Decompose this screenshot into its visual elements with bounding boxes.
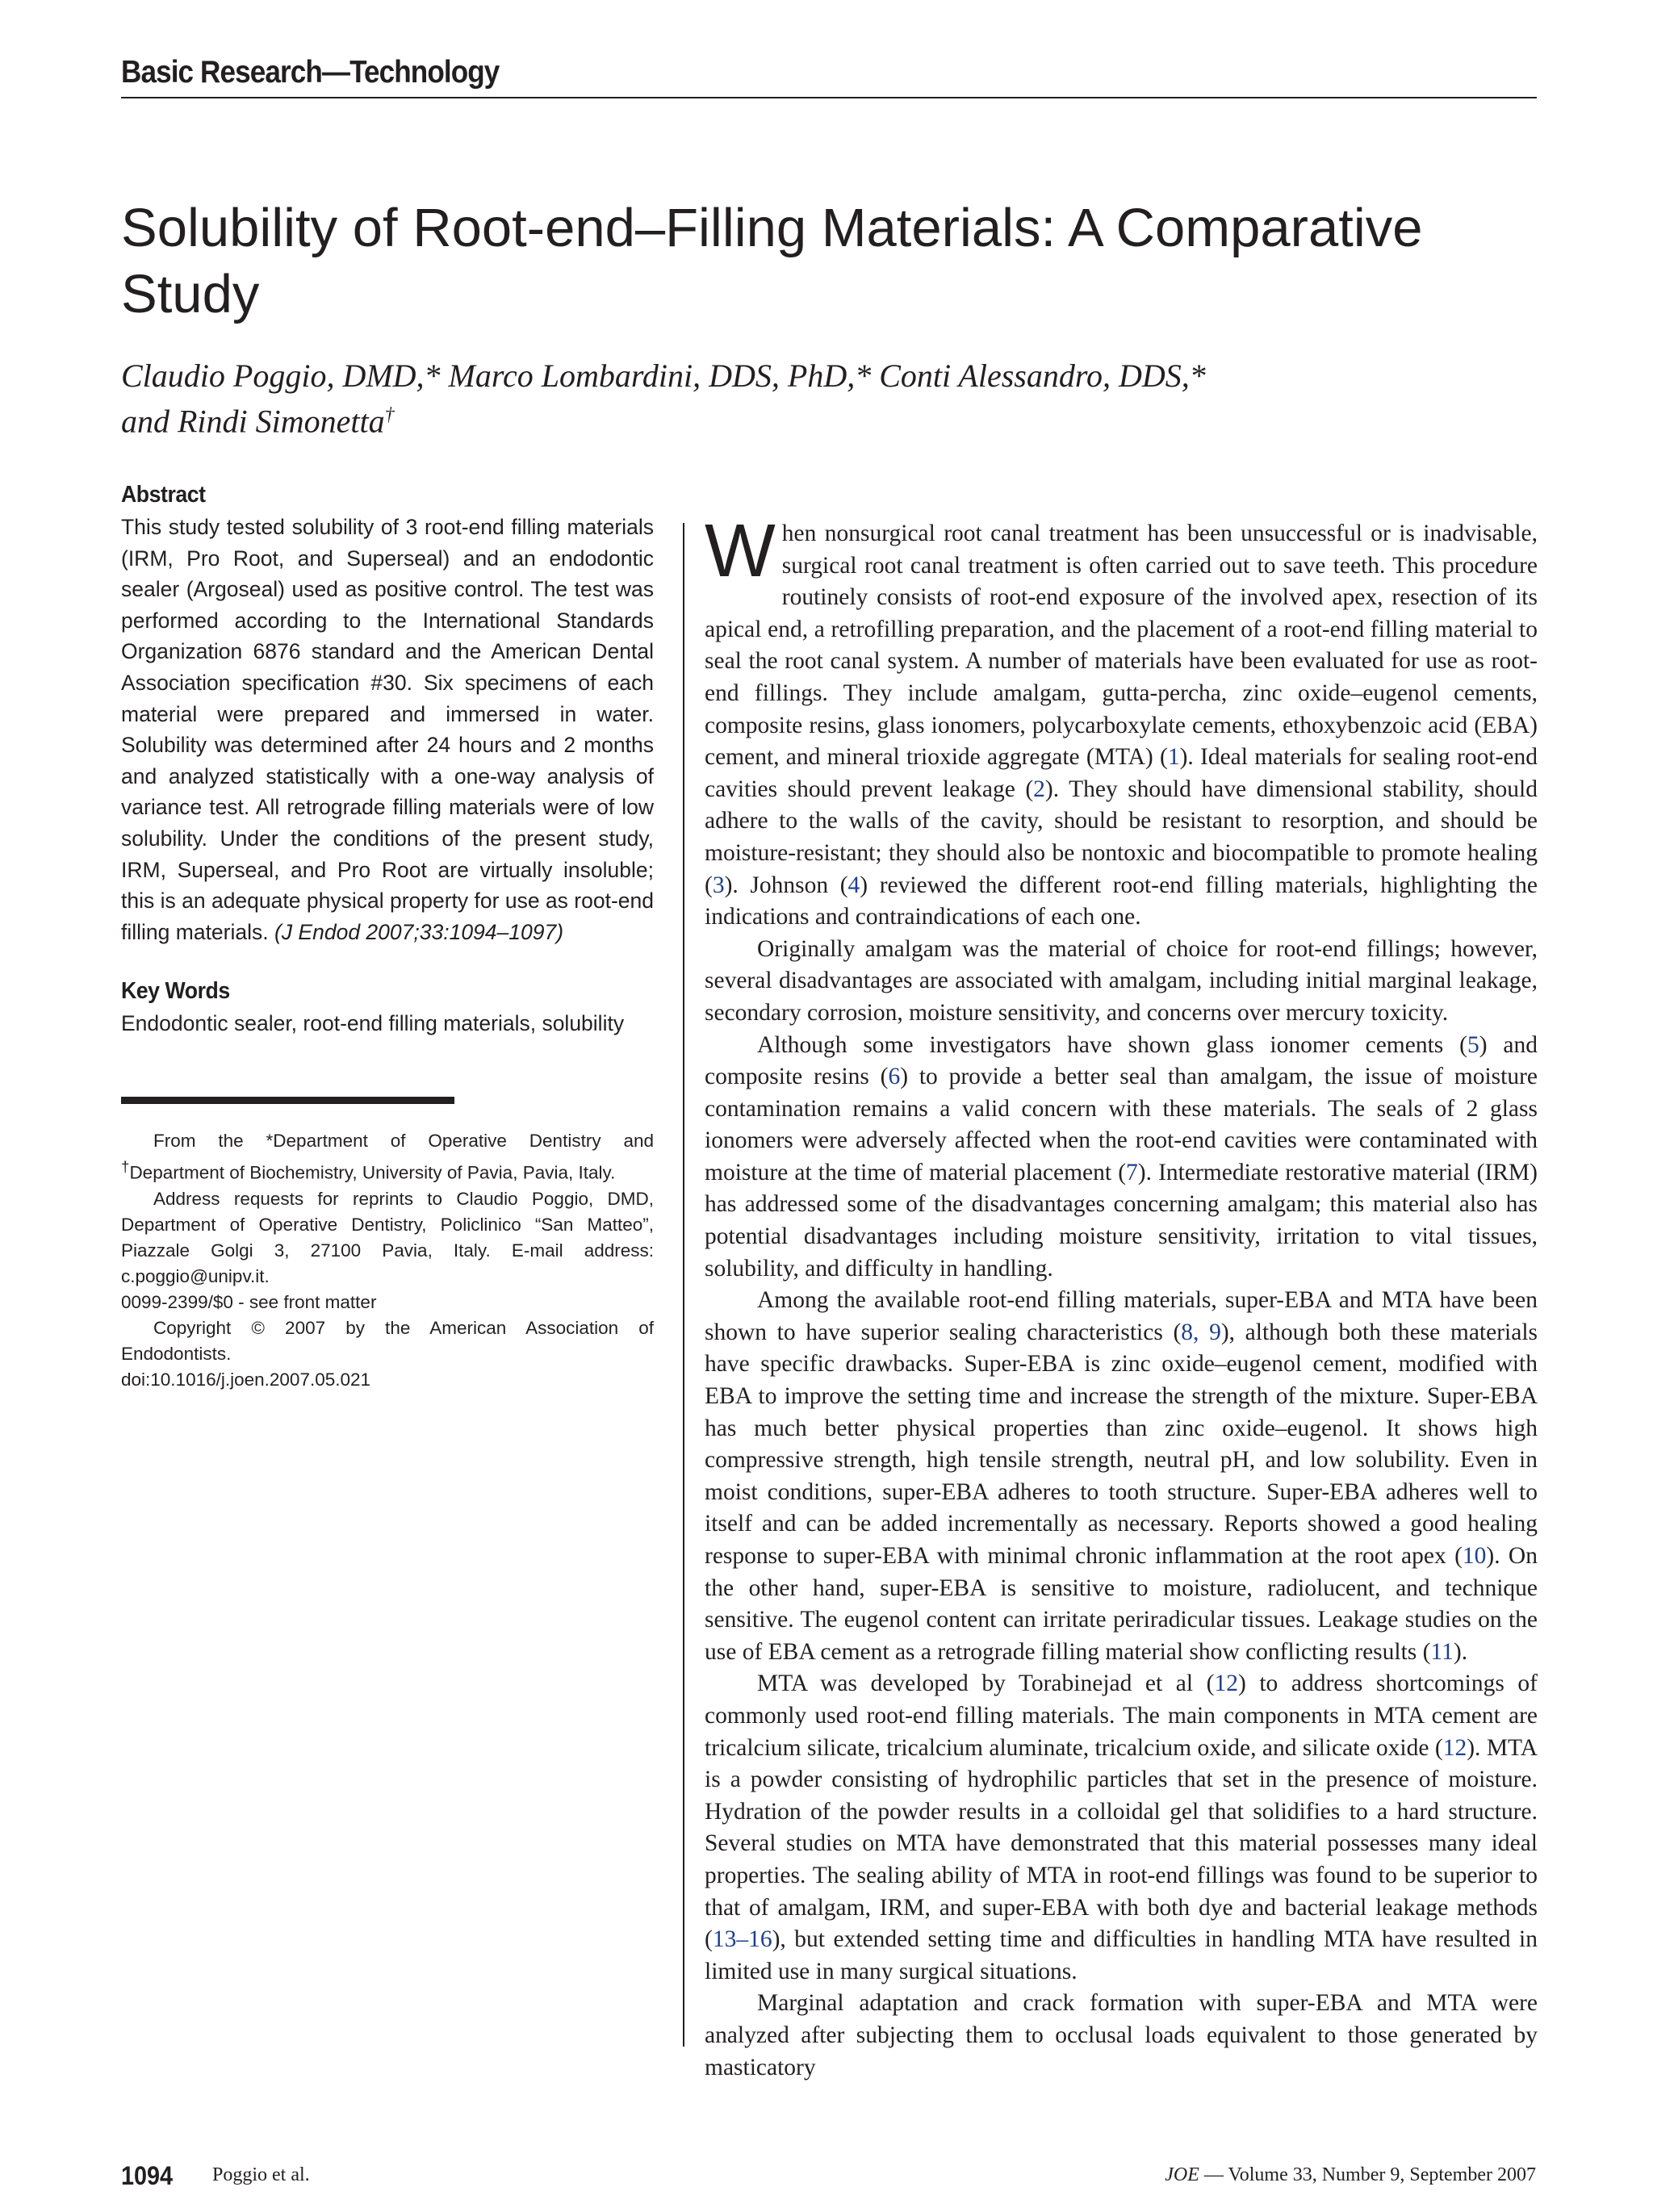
affil-pre: From the *Department of Operative Dentistry and bbox=[153, 1131, 654, 1151]
ref-link[interactable]: 7 bbox=[1126, 1159, 1138, 1185]
p1-text: hen nonsurgical root canal treatment has been unsuccessful or is inadvisable, surgical root canal treatment is often carried out to save teeth. This procedure routinely consists of root-end exposure of the involved apex, resection of its apical end, a retrofilling preparation, and the placement of a root-end filling material to seal the root canal system. A number of materials have been evaluated for use as root-end fillings. They include amalgam, gutta-percha, zinc oxide–eugenol cements, composite resins, glass ionomers, polycarboxylate cements, ethoxybenzoic acid (EBA) cement, and mineral trioxide aggregate (MTA) ( bbox=[705, 521, 1538, 771]
ref-link[interactable]: 4 bbox=[847, 872, 860, 898]
author-list bbox=[121, 357, 1453, 441]
ref-link[interactable]: 12 bbox=[1442, 1734, 1467, 1761]
affil-post: Department of Biochemistry, University of Pavia, Pavia, Italy. bbox=[129, 1162, 616, 1183]
ref-link[interactable]: 2 bbox=[1033, 776, 1045, 802]
p3-text: Although some investigators have shown glass ionomer cements ( bbox=[757, 1031, 1467, 1058]
p4-text: ). On the other hand, super-EBA is sensitive to moisture, radiolucent, and technique sensitive. The eugenol content can irritate periradicular tissues. Leakage studies on the use of EBA cement as a retrograde filling material show conflicting results ( bbox=[705, 1543, 1538, 1665]
header-rule bbox=[121, 97, 1537, 98]
ref-link[interactable]: 10 bbox=[1462, 1543, 1487, 1569]
footnote-doi: doi:10.1016/j.joen.2007.05.021 bbox=[121, 1369, 371, 1390]
p4-text: Among the available root-end filling materials, super-EBA and MTA have been shown to have superior sealing characteristics ( bbox=[705, 1287, 1538, 1345]
journal-name: JOE bbox=[1165, 2164, 1199, 2185]
ref-link[interactable]: 6 bbox=[888, 1064, 901, 1090]
ref-link[interactable]: 12 bbox=[1214, 1670, 1238, 1697]
drop-cap: W bbox=[705, 508, 776, 592]
keywords-heading: Key Words bbox=[121, 978, 230, 1004]
authors-sup: † bbox=[384, 404, 395, 425]
abstract-text: This study tested solubility of 3 root-end filling materials (IRM, Pro Root, and Superseal) and an endodontic sealer (Argoseal) used as positive control. The test was performed according to the International Standards Organization 6876 standard and the American Dental Association specification #30. Six specimens of each material were prepared and immersed in water. Solubility was determined after 24 hours and 2 months and analyzed statistically with a one-way analysis of variance test. All retrograde filling materials were of low solubility. Under the conditions of the present study, IRM, Superseal, and Pro Root are virtually insoluble; this is an adequate physical property for use as root-end filling materials. bbox=[121, 515, 654, 944]
journal-issue: — Volume 33, Number 9, September 2007 bbox=[1199, 2164, 1536, 2185]
p1-text: ). They should have dimensional stability, should adhere to the walls of the cavity, should be resistant to resorption, and should be moisture-resistant; they should also be nontoxic and biocompatible to promote healing ( bbox=[705, 776, 1538, 898]
footnote-affiliation bbox=[121, 1128, 654, 1186]
ref-link[interactable]: 8, 9 bbox=[1181, 1319, 1221, 1345]
body-paragraph-4 bbox=[705, 1285, 1538, 1668]
abstract-citation: (J Endod 2007;33:1094–1097) bbox=[274, 919, 564, 944]
affil-sup: † bbox=[121, 1158, 130, 1175]
abstract-body bbox=[121, 512, 654, 947]
authors-line-1: Claudio Poggio, DMD,* Marco Lombardini, DDS, PhD,* Conti Alessandro, DDS,* bbox=[121, 358, 1206, 394]
p5-text: ) to address shortcomings of commonly used root-end filling materials. The main components in MTA cement are tricalcium silicate, tricalcium aluminate, tricalcium oxide, and silicate oxide ( bbox=[705, 1670, 1538, 1761]
p5-text: ), but extended setting time and difficulties in handling MTA have resulted in limited use in many surgical situations. bbox=[705, 1926, 1538, 1984]
ref-link[interactable]: 1 bbox=[1167, 744, 1180, 771]
column-rule bbox=[683, 523, 684, 2047]
abstract-heading: Abstract bbox=[121, 482, 206, 508]
keywords-text: Endodontic sealer, root-end filling materials, solubility bbox=[121, 1011, 625, 1035]
ref-link[interactable]: 3 bbox=[712, 872, 725, 898]
running-author: Poggio et al. bbox=[212, 2164, 310, 2185]
p3-text: ) and composite resins ( bbox=[705, 1031, 1538, 1090]
body-paragraph-2: Originally amalgam was the material of choice for root-end fillings; however, several disadvantages are associated with amalgam, including initial marginal leakage, secondary corrosion, moisture sensitivity, and concerns over mercury toxicity. bbox=[705, 935, 1538, 1026]
p4-text: ), although both these materials have specific drawbacks. Super-EBA is zinc oxide–eugenol cement, modified with EBA to improve the setting time and increase the strength of the mixture. Super-EBA has much better physical properties than zinc oxide–eugenol. It shows high compressive strength, high tensile strength, neutral pH, and low solubility. Even in moist conditions, super-EBA adheres to tooth structure. Super-EBA adheres well to itself and can be added incrementally as necessary. Reports showed a good healing response to super-EBA with minimal chronic inflammation at the root apex ( bbox=[705, 1319, 1538, 1569]
footnote-issn: 0099-2399/$0 - see front matter bbox=[121, 1291, 377, 1312]
p1-text: ). Ideal materials for sealing root-end cavities should prevent leakage ( bbox=[705, 744, 1538, 802]
body-text bbox=[705, 508, 1538, 2084]
p4-text: ). bbox=[1453, 1638, 1468, 1665]
body-paragraph-6: Marginal adaptation and crack formation with super-EBA and MTA were analyzed after subjecting them to occlusal loads equivalent to those generated by masticatory bbox=[705, 1990, 1538, 2080]
footnote-block bbox=[121, 1128, 654, 1393]
p3-text: ) to provide a better seal than amalgam, the issue of moisture contamination remains a valid concern with these materials. The seals of 2 glass ionomers were adversely affected when the root-end cavities were contaminated with moisture at the time of material placement ( bbox=[705, 1064, 1538, 1185]
p5-text: MTA was developed by Torabinejad et al ( bbox=[757, 1670, 1215, 1697]
footnote-copyright: Copyright © 2007 by the American Association of Endodontists. bbox=[121, 1317, 654, 1364]
ref-link[interactable]: 5 bbox=[1467, 1031, 1479, 1058]
body-paragraph-5 bbox=[705, 1668, 1538, 1988]
body-paragraph-3 bbox=[705, 1030, 1538, 1286]
authors-line-2: and Rindi Simonetta bbox=[121, 403, 385, 440]
ref-link[interactable]: 11 bbox=[1430, 1638, 1454, 1665]
ref-link[interactable]: 13–16 bbox=[712, 1926, 772, 1953]
section-header: Basic Research—Technology bbox=[121, 55, 500, 90]
abstract-section bbox=[121, 482, 654, 947]
p3-text: ). Intermediate restorative material (IRM) has addressed some of the disadvantages concerning amalgam; this material also has potential disadvantages including moisture sensitivity, irritation to vital tissues, solubility, and difficulty in handling. bbox=[705, 1159, 1538, 1282]
body-paragraph-1 bbox=[705, 508, 1538, 934]
p5-text: ). MTA is a powder consisting of hydrophilic particles that set in the presence of moisture. Hydration of the powder results in a colloidal gel that solidifies to a hard structure. Several studies on MTA have demonstrated that this material possesses many ideal properties. The sealing ability of MTA in root-end fillings was found to be superior to that of amalgam, IRM, and super-EBA with both dye and bacterial leakage methods ( bbox=[705, 1734, 1538, 1953]
keywords-section bbox=[121, 978, 654, 1039]
p1-text: ) reviewed the different root-end filling materials, highlighting the indications and contraindications of each one. bbox=[705, 872, 1538, 930]
journal-info bbox=[1165, 2164, 1536, 2186]
footnote-rule bbox=[121, 1097, 454, 1104]
article-title: Solubility of Root-end–Filling Materials: A Comparative Study bbox=[121, 198, 1423, 324]
page-number: 1094 bbox=[121, 2161, 174, 2190]
p1-text: ). Johnson ( bbox=[724, 872, 848, 898]
footnote-address: Address requests for reprints to Claudio Poggio, DMD, Department of Operative Dentistry, Policlinico “San Matteo”, Piazzale Golgi 3, 27100 Pavia, Italy. E-mail address: c.poggio@unipv.it. bbox=[121, 1188, 654, 1286]
